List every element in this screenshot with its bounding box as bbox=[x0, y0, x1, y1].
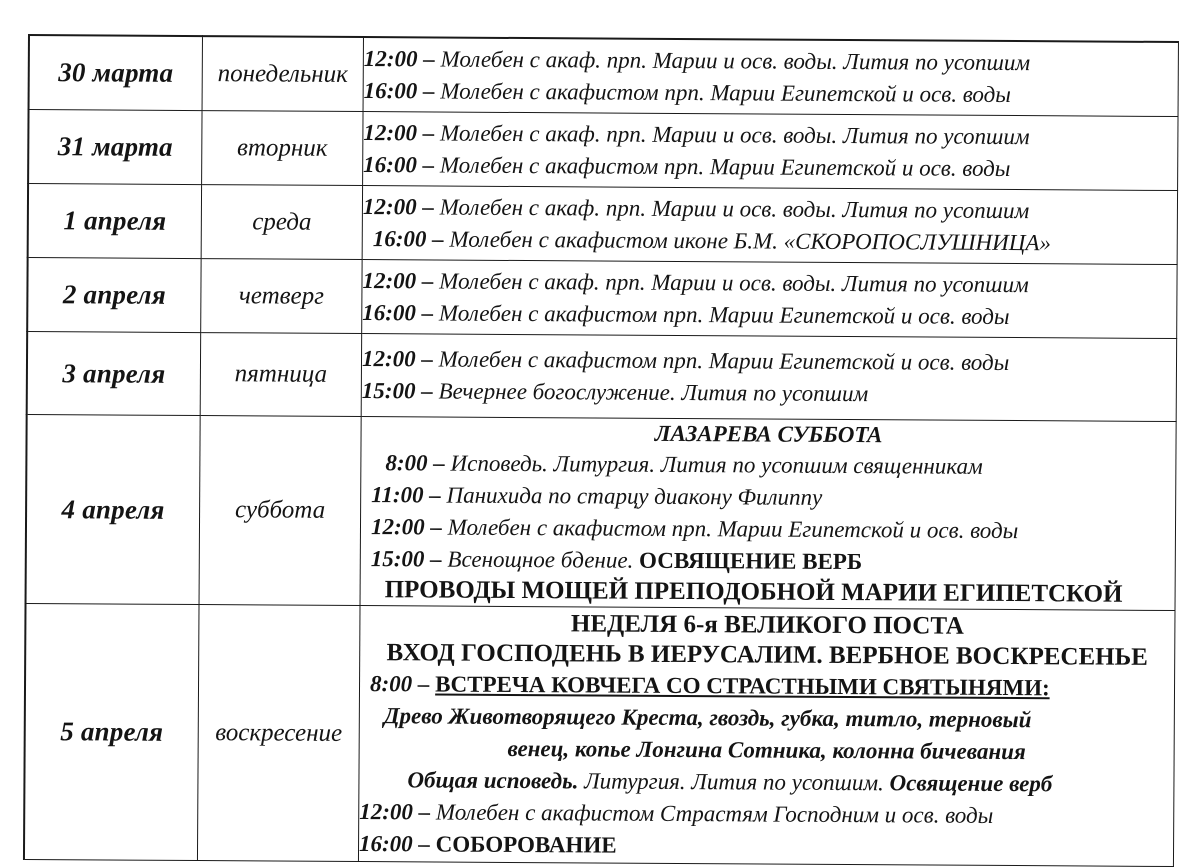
service-line bbox=[362, 343, 1176, 380]
services-cell bbox=[363, 37, 1178, 116]
service-text: Молебен с акафистом прп. Марии Египетской и осв. воды bbox=[434, 77, 1011, 107]
service-text: Молебен с акафистом иконе Б.М. «СКОРОПОСЛУШНИЦА» bbox=[443, 226, 1052, 255]
service-text: Вечернее богослужение. Лития по усопшим bbox=[432, 378, 869, 407]
weekday-cell: вторник bbox=[202, 111, 363, 186]
service-time: 8:00 – bbox=[385, 450, 445, 476]
service-line bbox=[363, 191, 1177, 228]
service-text: Молебен с акафистом прп. Марии Египетской и осв. воды bbox=[432, 346, 1010, 375]
service-line bbox=[363, 117, 1177, 154]
service-text: Молебен с акаф. прп. Марии и осв. воды. Лития по усопшим bbox=[433, 193, 1030, 223]
service-time: 11:00 – bbox=[371, 482, 441, 508]
service-text: Молебен с акаф. прп. Марии и осв. воды. Лития по усопшим bbox=[434, 45, 1031, 75]
weekday-cell: понедельник bbox=[202, 36, 363, 111]
service-text: Молебен с акафистом прп. Марии Египетской и осв. воды bbox=[433, 299, 1010, 329]
feast-subheading: ВХОД ГОСПОДЕНЬ В ИЕРУСАЛИМ. ВЕРБНОЕ ВОСКРЕСЕНЬЕ bbox=[386, 638, 1148, 671]
weekday-cell: пятница bbox=[200, 333, 362, 417]
date-cell: 1 апреля bbox=[28, 184, 202, 259]
schedule-table bbox=[23, 34, 1179, 867]
service-text: Молебен с акафистом Страстям Господним и осв. воды bbox=[430, 798, 994, 828]
service-time: 12:00 – bbox=[363, 119, 435, 145]
table-row bbox=[24, 603, 1175, 866]
weekday-cell: воскресение bbox=[197, 605, 360, 862]
services-cell bbox=[358, 606, 1175, 867]
services-cell bbox=[362, 186, 1177, 265]
relics-list-continued: венец, копье Лонгина Сотника, колонна бичевания bbox=[507, 735, 1026, 764]
service-line bbox=[359, 764, 1173, 801]
table-row bbox=[29, 35, 1179, 117]
service-time: 8:00 – bbox=[369, 670, 430, 696]
relics-list: Древо Животворящего Креста, гвоздь, губка, титло, терновый bbox=[383, 702, 1032, 732]
feast-heading: ЛАЗАРЕВА СУББОТА bbox=[654, 420, 883, 448]
service-line bbox=[361, 447, 1175, 484]
service-time: 12:00 – bbox=[359, 798, 431, 824]
table-row bbox=[26, 414, 1177, 610]
service-text: Молебен с акаф. прп. Марии и осв. воды. Лития по усопшим bbox=[433, 267, 1029, 297]
service-line bbox=[359, 828, 1173, 865]
feast-heading: НЕДЕЛЯ 6-я ВЕЛИКОГО ПОСТА bbox=[570, 609, 964, 640]
schedule-sheet bbox=[23, 34, 1179, 867]
service-text: Литургия. Лития по усопшим. bbox=[578, 767, 890, 795]
service-time: 12:00 – bbox=[363, 45, 435, 71]
service-line bbox=[361, 511, 1175, 548]
date-cell: 30 марта bbox=[29, 35, 203, 111]
palm-blessing-note: ОСВЯЩЕНИЕ ВЕРБ bbox=[639, 547, 863, 575]
service-line bbox=[364, 43, 1178, 80]
service-time: 15:00 – bbox=[370, 546, 442, 572]
service-text: Молебен с акаф. прп. Марии и осв. воды. Лития по усопшим bbox=[434, 119, 1030, 149]
palm-blessing-note: Освящение верб bbox=[889, 769, 1053, 796]
service-text: Исповедь. Литургия. Лития по усопшим священникам bbox=[444, 450, 983, 479]
service-line bbox=[362, 297, 1176, 334]
service-line bbox=[361, 479, 1175, 516]
date-cell: 31 марта bbox=[28, 110, 202, 185]
service-time: 16:00 – bbox=[358, 830, 431, 856]
service-line bbox=[364, 75, 1178, 112]
weekday-cell: суббота bbox=[199, 416, 361, 606]
service-time: 12:00 – bbox=[370, 514, 442, 540]
services-cell bbox=[363, 112, 1178, 191]
service-line bbox=[362, 265, 1176, 302]
service-time: 15:00 – bbox=[361, 378, 433, 404]
service-text: Панихида по старцу диакону Филиппу bbox=[440, 482, 823, 510]
table-row bbox=[27, 258, 1177, 339]
service-line bbox=[360, 668, 1174, 705]
service-line bbox=[359, 796, 1173, 833]
date-cell: 4 апреля bbox=[26, 414, 201, 604]
weekday-cell: среда bbox=[201, 185, 362, 260]
table-row bbox=[28, 184, 1178, 265]
confession-label: Общая исповедь. bbox=[407, 766, 579, 793]
ark-meeting-title: ВСТРЕЧА КОВЧЕГА СО СТРАСТНЫМИ СВЯТЫНЯМИ: bbox=[435, 670, 1050, 700]
table-row bbox=[28, 110, 1178, 191]
date-cell: 3 апреля bbox=[27, 332, 201, 416]
service-time: 12:00 – bbox=[361, 346, 434, 372]
services-cell bbox=[361, 334, 1176, 422]
table-row bbox=[27, 332, 1177, 422]
date-cell: 2 апреля bbox=[27, 258, 201, 333]
service-time: 16:00 – bbox=[363, 77, 435, 103]
weekday-cell: четверг bbox=[201, 259, 362, 334]
services-cell bbox=[362, 260, 1177, 339]
service-line bbox=[363, 223, 1177, 260]
service-line bbox=[363, 149, 1177, 186]
service-time: 16:00 – bbox=[372, 225, 444, 252]
service-line bbox=[361, 543, 1175, 580]
service-time: 12:00 – bbox=[362, 193, 434, 219]
services-cell bbox=[360, 417, 1176, 611]
service-time: 16:00 – bbox=[362, 299, 434, 325]
service-text: Всенощное бдение. bbox=[441, 546, 640, 573]
service-text: Молебен с акафистом прп. Марии Египетской и осв. воды bbox=[441, 514, 1019, 544]
service-time: 16:00 – bbox=[363, 151, 435, 177]
service-line bbox=[362, 375, 1176, 412]
relics-farewell: ПРОВОДЫ МОЩЕЙ ПРЕПОДОБНОЙ МАРИИ ЕГИПЕТСКОЙ bbox=[384, 576, 1123, 608]
anointing-service: СОБОРОВАНИЕ bbox=[429, 830, 617, 858]
service-time: 12:00 – bbox=[362, 267, 434, 293]
service-text: Молебен с акафистом прп. Марии Египетской и осв. воды bbox=[434, 151, 1011, 181]
date-cell: 5 апреля bbox=[24, 603, 199, 860]
